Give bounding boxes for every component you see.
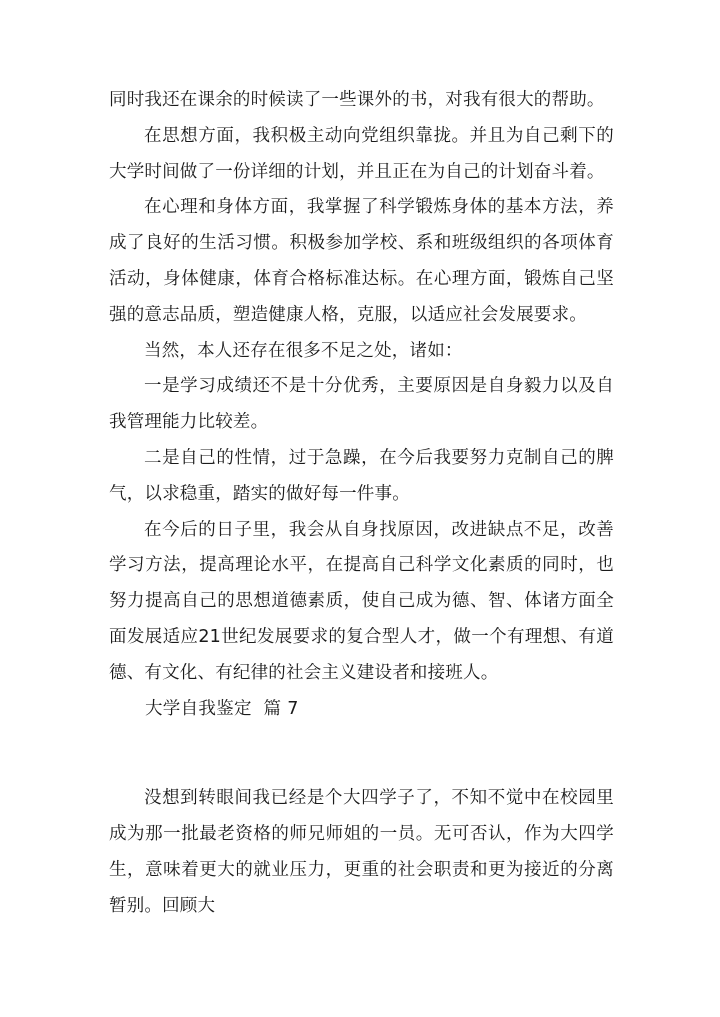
- section-heading: 大学自我鉴定 篇 7: [145, 698, 299, 719]
- paragraph-shortcoming-one: 一是学习成绩还不是十分优秀，主要原因是自身毅力以及自我管理能力比较差。: [109, 376, 614, 433]
- paragraph-shortcomings-intro: 当然，本人还存在很多不足之处，诸如：: [144, 340, 463, 361]
- paragraph-mind-and-body: 在心理和身体方面，我掌握了科学锻炼身体的基本方法，养成了良好的生活习惯。积极参加学校、系和班级组织的各项体育活动，身体健康，体育合格标准达标。在心理方面，锻炼自己坚强的意志品质，塑造健康人格，克服，以适应社会发展要求。: [109, 197, 614, 325]
- paragraph-shortcoming-two: 二是自己的性情，过于急躁，在今后我要努力克制自己的脾气，以求稳重，踏实的做好每一件事。: [109, 447, 614, 504]
- paragraph-future-plans: 在今后的日子里，我会从自身找原因，改进缺点不足，改善学习方法，提高理论水平，在提高自己科学文化素质的同时，也努力提高自己的思想道德素质，使自己成为德、智、体诸方面全面发展适应21世纪发展要求的复合型人才，做一个有理想、有道德、有文化、有纪律的社会主义建设者和接班人。: [109, 519, 614, 683]
- paragraph-senior-year: 没想到转眼间我已经是个大四学子了，不知不觉中在校园里成为那一批最老资格的师兄师姐的一员。无可否认，作为大四学生，意味着更大的就业压力，更重的社会职责和更为接近的分离暂别。回顾大: [109, 788, 614, 916]
- document-body: [109, 83, 614, 925]
- paragraph-extracurricular-reading: 同时我还在课余的时候读了一些课外的书，对我有很大的帮助。: [109, 90, 605, 110]
- paragraph-ideology: 在思想方面，我积极主动向党组织靠拢。并且为自己剩下的大学时间做了一份详细的计划，并且正在为自己的计划奋斗着。: [109, 125, 614, 182]
- section-spacer: [109, 727, 614, 781]
